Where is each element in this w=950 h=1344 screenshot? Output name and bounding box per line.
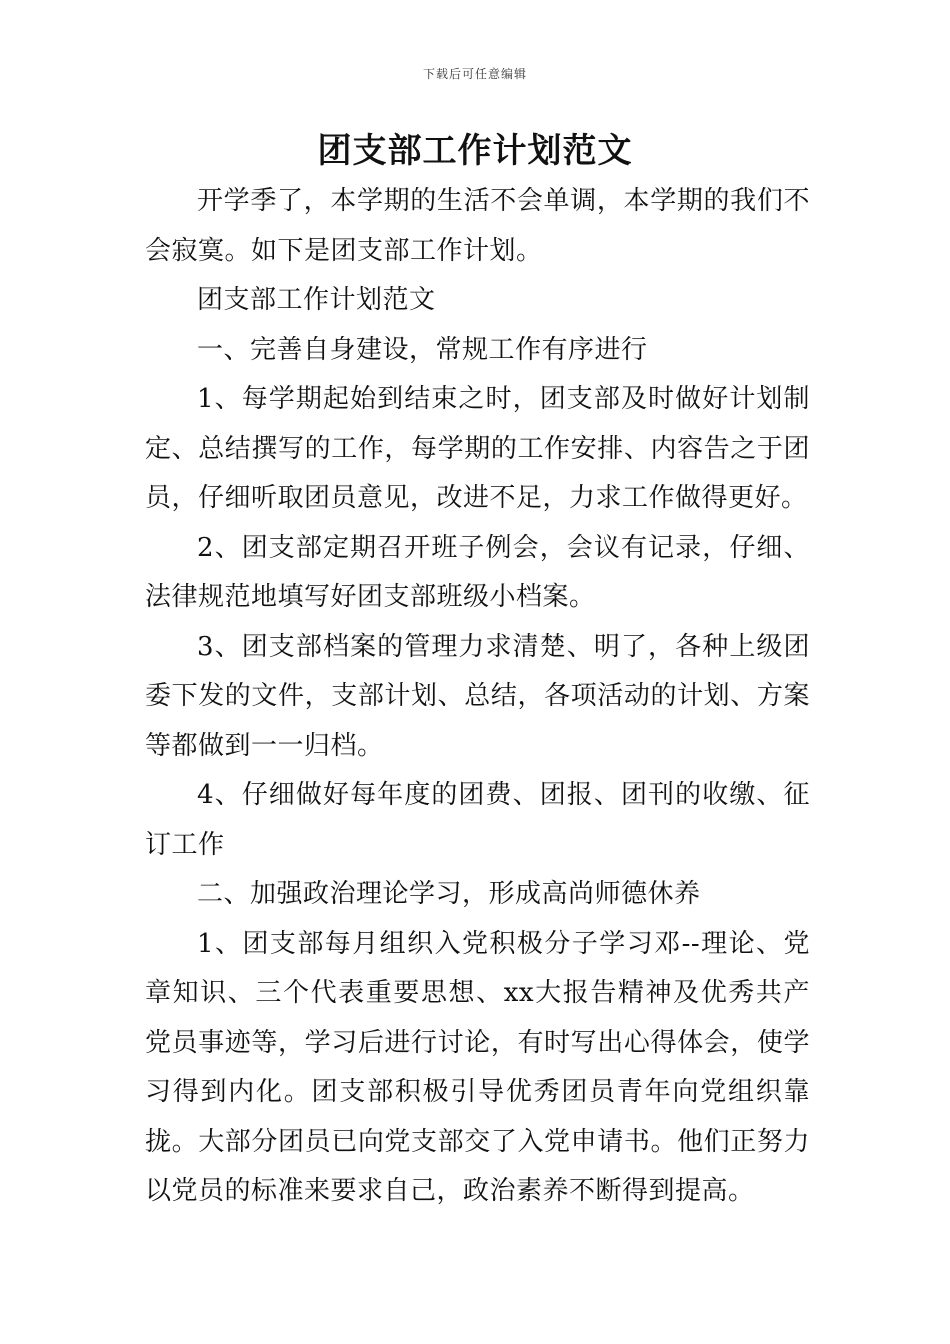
paragraph-subtitle: 团支部工作计划范文 <box>197 285 436 315</box>
paragraph-item-1-4: 4、仔细做好每年度的团费、团报、团刊的收缴、征订工作 <box>145 780 810 860</box>
section-heading-1: 一、完善自身建设，常规工作有序进行 <box>197 334 648 365</box>
document-title: 团支部工作计划范文 <box>317 131 633 171</box>
section-heading-2: 二、加强政治理论学习，形成高尚师德休养 <box>197 879 701 909</box>
header-note: 下载后可任意编辑 <box>422 67 527 81</box>
paragraph-intro: 开学季了，本学期的生活不会单调，本学期的我们不会寂寞。如下是团支部工作计划。 <box>145 186 810 266</box>
paragraph-item-2-1: 1、团支部每月组织入党积极分子学习邓--理论、党章知识、三个代表重要思想、xx大报告精神及优秀共产党员事迹等，学习后进行讨论，有时写出心得体会，使学习得到内化。团支部积极引导优秀团员青年向党组织靠拢。大部分团员已向党支部交了入党申请书。他们正努力以党员的标准来要求自己，政治素养不断得到提高。 <box>145 928 810 1206</box>
paragraph-item-1-3: 3、团支部档案的管理力求清楚、明了，各种上级团委下发的文件，支部计划、总结，各项活动的计划、方案等都做到一一归档。 <box>145 631 810 761</box>
paragraph-item-1-2: 2、团支部定期召开班子例会，会议有记录，仔细、法律规范地填写好团支部班级小档案。 <box>145 532 810 612</box>
paragraph-item-1-1: 1、每学期起始到结束之时，团支部及时做好计划制定、总结撰写的工作，每学期的工作安排、内容告之于团员，仔细听取团员意见，改进不足，力求工作做得更好。 <box>145 384 810 513</box>
document-body <box>145 177 810 1217</box>
